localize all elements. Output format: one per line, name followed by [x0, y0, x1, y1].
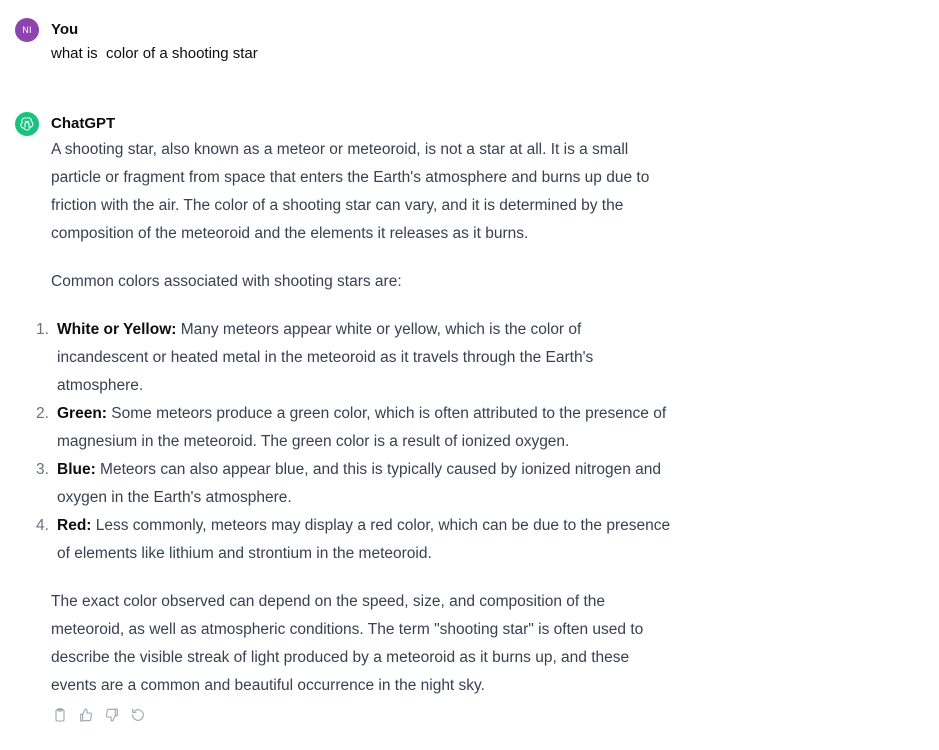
regenerate-icon[interactable] [129, 706, 147, 724]
list-item-text: Many meteors appear white or yellow, which is the color of incandescent or heated metal in the meteoroid as it travels through the Earth's atmosphere. [57, 321, 594, 394]
list-item [36, 456, 671, 512]
message-actions [51, 706, 147, 724]
clipboard-icon[interactable] [51, 706, 69, 724]
user-message-text: what is color of a shooting star [51, 45, 258, 62]
thumbs-down-icon[interactable] [103, 706, 121, 724]
list-item-title: Red: [57, 517, 92, 534]
conclusion-paragraph: The exact color observed can depend on the speed, size, and composition of the meteoroid, as well as atmospheric conditions. The term "shooting star" is often used to describe the visible streak of light produced by a meteoroid as it burns up, and these events are a common and beautiful occurrence in the night sky. [51, 593, 644, 694]
list-item-title: Blue: [57, 461, 96, 478]
user-avatar-initials: NI [22, 25, 32, 35]
colors-list [36, 316, 671, 568]
list-item-number: 3. [36, 461, 49, 478]
list-item-text: Some meteors produce a green color, which is often attributed to the presence of magnesium in the meteoroid. The green color is a result of ionized oxygen. [57, 405, 667, 450]
list-heading: Common colors associated with shooting stars are: [51, 273, 402, 290]
list-item [36, 512, 671, 568]
chatgpt-logo-icon [15, 112, 39, 136]
list-item-text: Less commonly, meteors may display a red color, which can be due to the presence of elements like lithium and strontium in the meteoroid. [57, 517, 671, 562]
list-item-title: Green: [57, 405, 107, 422]
list-item-number: 1. [36, 321, 49, 338]
list-item [36, 400, 671, 456]
list-item-title: White or Yellow: [57, 321, 177, 338]
list-item-text: Meteors can also appear blue, and this is typically caused by ionized nitrogen and oxygen in the Earth's atmosphere. [57, 461, 661, 506]
assistant-message-body [36, 136, 671, 720]
intro-paragraph: A shooting star, also known as a meteor or meteoroid, is not a star at all. It is a small particle or fragment from space that enters the Earth's atmosphere and burns up due to friction with the air. The color of a shooting star can vary, and it is determined by the composition of the meteoroid and the elements it releases as it burns. [51, 141, 650, 242]
list-item-number: 2. [36, 405, 49, 422]
assistant-author-name: ChatGPT [51, 115, 116, 132]
list-item-number: 4. [36, 517, 49, 534]
user-author-name: You [51, 21, 79, 38]
user-avatar [15, 18, 39, 42]
thumbs-up-icon[interactable] [77, 706, 95, 724]
list-item [36, 316, 671, 400]
